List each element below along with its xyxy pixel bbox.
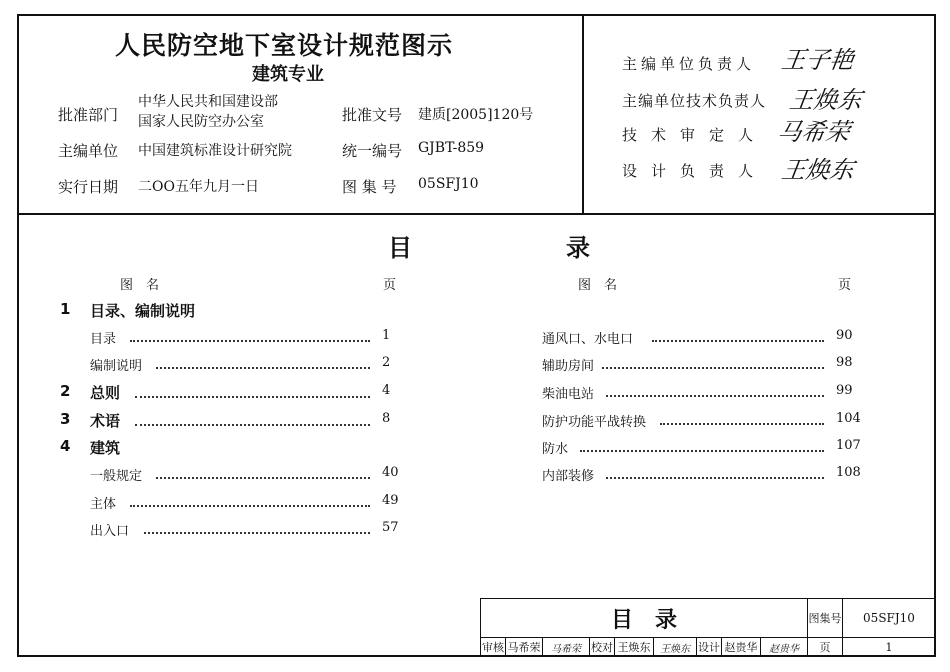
effective-date-value: 二OO五年九月一日: [138, 179, 259, 195]
toc-entry-name: 出入口: [90, 524, 130, 539]
toc-leader-dots: [144, 532, 370, 534]
title-block-review-signature: 马希荣: [542, 637, 590, 657]
sig-role-tech-head: 主编单位技术负责人: [622, 92, 767, 110]
unified-no-label: 统一编号: [342, 142, 403, 160]
title-block-check-label: 校对: [589, 637, 615, 657]
section-title: 建筑: [90, 439, 121, 457]
title-block-check-name: 王焕东: [614, 637, 654, 657]
section-number: 4: [60, 437, 71, 455]
toc-leader-dots: [130, 505, 370, 507]
title-block-review-label: 审核: [480, 637, 506, 657]
toc-entry-name: 一般规定: [90, 469, 143, 484]
document-subtitle: 建筑专业: [252, 64, 324, 85]
toc-leader-dots: [606, 477, 824, 479]
toc-entry-page: 8: [382, 411, 391, 426]
title-block-check-signature: 王焕东: [653, 637, 697, 657]
toc-leader-dots: [156, 367, 370, 369]
section-number: 3: [60, 410, 71, 428]
toc-entry-page: 107: [836, 438, 861, 453]
header-divider: [17, 213, 936, 215]
toc-leader-dots: [135, 424, 370, 426]
toc-heading-right: 录: [566, 233, 590, 262]
effective-date-label: 实行日期: [58, 178, 119, 196]
title-block-page-label: 页: [807, 637, 843, 657]
approval-dept-label: 批准部门: [58, 106, 119, 124]
section-title: 总则: [90, 384, 121, 402]
signature-design-head: 王焕东: [779, 156, 856, 184]
right-col-page-header: 页: [838, 278, 852, 293]
toc-leader-dots: [135, 396, 370, 398]
toc-entry-name: 主体: [90, 497, 117, 512]
toc-leader-dots: [602, 367, 824, 369]
section-number: 2: [60, 382, 71, 400]
left-col-name-header: 图 名: [120, 278, 160, 293]
title-block-design-label: 设计: [696, 637, 722, 657]
toc-entry-name: 编制说明: [90, 359, 143, 374]
approval-dept-line1: 中华人民共和国建设部: [138, 94, 278, 110]
editor-unit-value: 中国建筑标准设计研究院: [138, 143, 292, 159]
sig-role-editor-head: 主编单位负责人: [622, 55, 756, 73]
sig-role-reviewer: 技术审定人: [622, 126, 768, 144]
toc-entry-name: 目录: [90, 332, 117, 347]
toc-leader-dots: [156, 477, 370, 479]
signature-reviewer: 马希荣: [775, 118, 852, 146]
toc-entry-page: 90: [836, 328, 853, 343]
toc-entry-name: 防水: [542, 442, 569, 457]
toc-leader-dots: [652, 340, 824, 342]
document-title: 人民防空地下室设计规范图示: [115, 31, 454, 60]
toc-entry-page: 99: [836, 383, 853, 398]
title-block-page-value: 1: [842, 637, 936, 657]
toc-entry-page: 98: [836, 355, 853, 370]
toc-leader-dots: [580, 450, 824, 452]
toc-entry-name: 通风口、水电口: [542, 332, 634, 347]
toc-entry-page: 1: [382, 328, 391, 343]
toc-entry-name: 辅助房间: [542, 359, 595, 374]
toc-leader-dots: [606, 395, 824, 397]
title-block-atlas-label: 图集号: [807, 598, 843, 638]
editor-unit-label: 主编单位: [58, 142, 119, 160]
toc-entry-page: 104: [836, 411, 861, 426]
atlas-no-value: 05SFJ10: [418, 176, 479, 192]
toc-entry-name: 柴油电站: [542, 387, 595, 402]
toc-leader-dots: [660, 423, 824, 425]
left-col-page-header: 页: [383, 278, 397, 293]
toc-entry-page: 108: [836, 465, 861, 480]
signature-editor-head: 王子艳: [779, 46, 856, 74]
approval-doc-value: 建质[2005]120号: [418, 107, 534, 123]
signature-divider: [582, 14, 584, 214]
toc-heading-left: 目: [388, 233, 412, 262]
title-block-title: 目 录: [480, 598, 808, 638]
section-number: 1: [60, 300, 71, 318]
approval-dept-line2: 国家人民防空办公室: [138, 114, 264, 130]
approval-doc-label: 批准文号: [342, 106, 403, 124]
title-block-design-signature: 赵贵华: [760, 637, 808, 657]
toc-entry-name: 内部装修: [542, 469, 595, 484]
title-block-review-name: 马希荣: [505, 637, 543, 657]
atlas-no-label: 图 集 号: [342, 178, 397, 196]
toc-entry-page: 2: [382, 355, 391, 370]
title-block-atlas-value: 05SFJ10: [842, 598, 936, 638]
toc-entry-page: 40: [382, 465, 399, 480]
toc-entry-page: 4: [382, 383, 391, 398]
toc-entry-page: 49: [382, 493, 399, 508]
section-title: 术语: [90, 412, 121, 430]
toc-entry-name: 防护功能平战转换: [542, 415, 647, 430]
title-block-design-name: 赵贵华: [721, 637, 761, 657]
sig-role-design-head: 设计负责人: [622, 162, 768, 180]
unified-no-value: GJBT-859: [418, 140, 485, 156]
right-col-name-header: 图 名: [578, 278, 618, 293]
toc-leader-dots: [130, 340, 370, 342]
toc-entry-page: 57: [382, 520, 399, 535]
section-title: 目录、编制说明: [90, 302, 196, 320]
signature-tech-head: 王焕东: [787, 86, 864, 114]
